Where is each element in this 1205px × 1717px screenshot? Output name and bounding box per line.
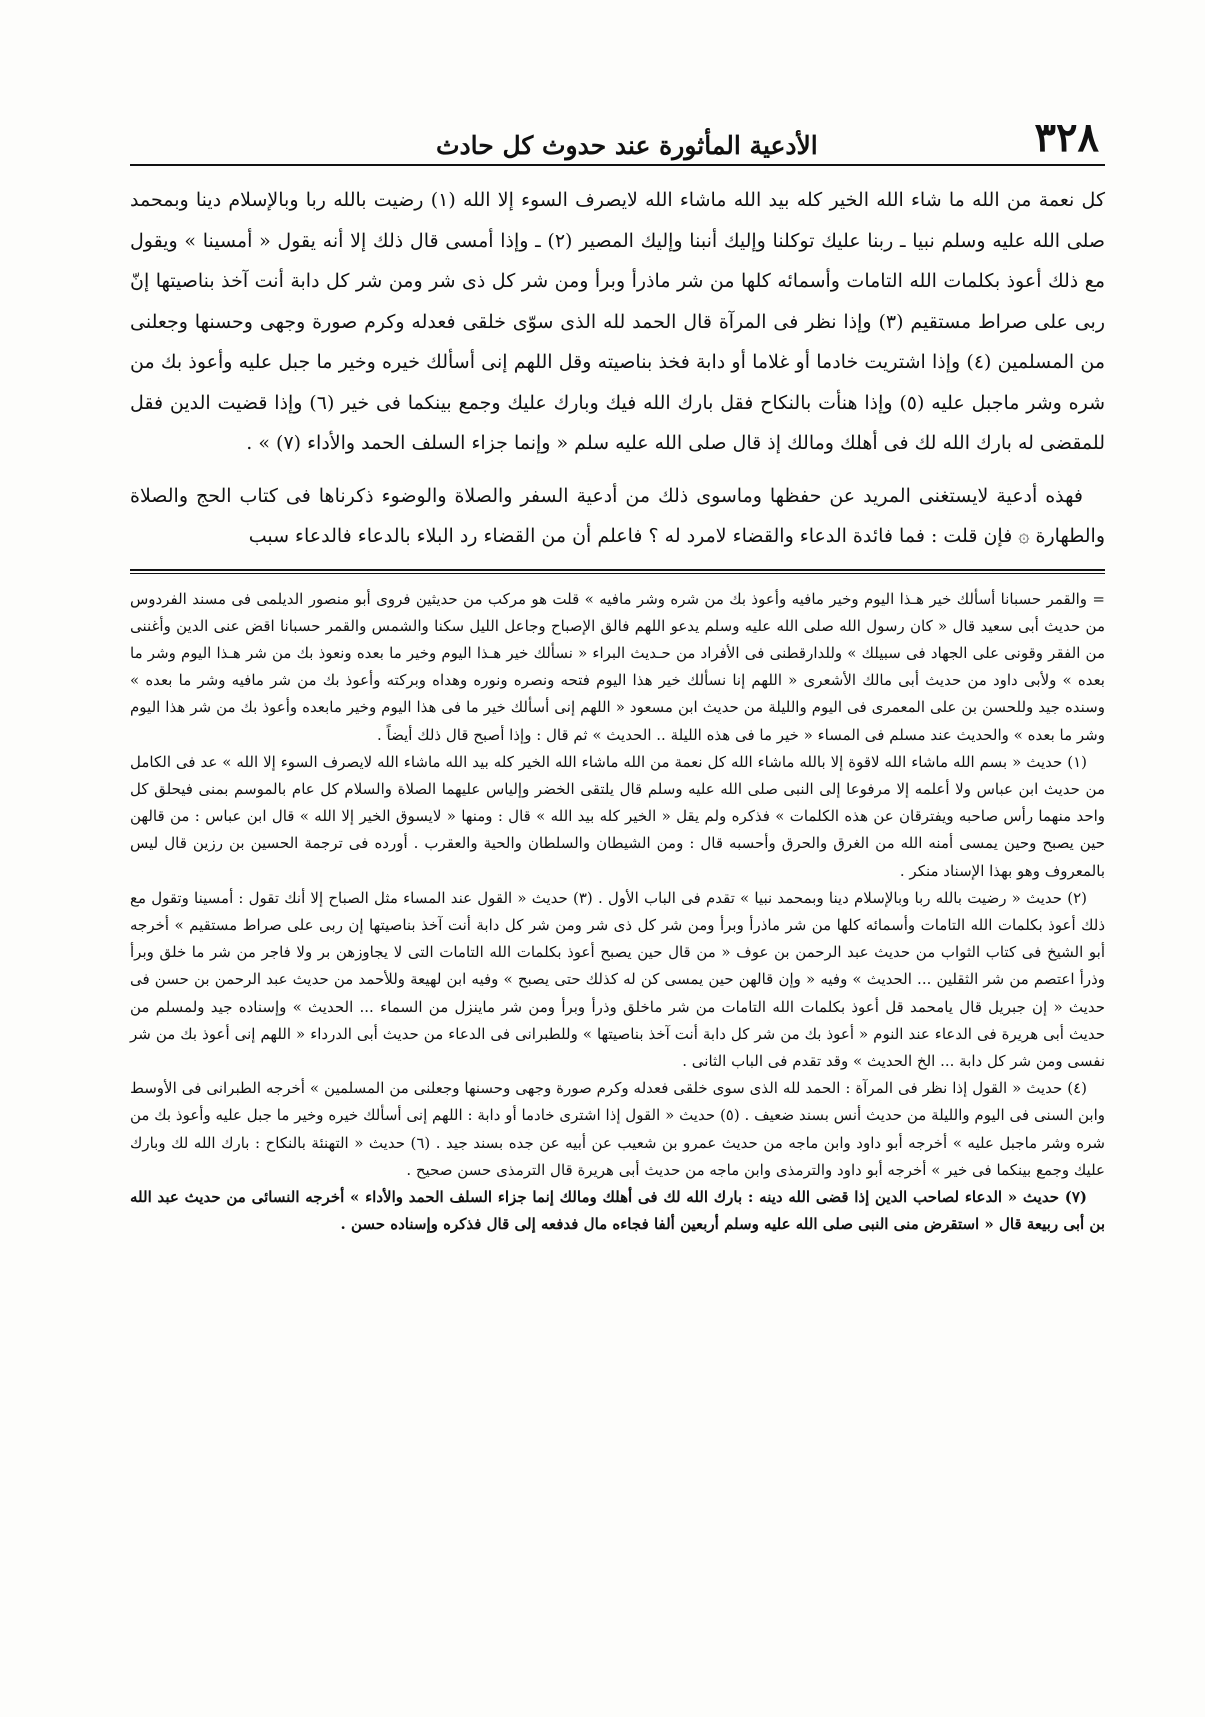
page-number: ٣٢٨ bbox=[1034, 114, 1099, 161]
footnote-separator-thin bbox=[130, 573, 1105, 574]
footnotes bbox=[130, 586, 1105, 1239]
footnote-separator bbox=[130, 569, 1105, 571]
page-header bbox=[130, 114, 1105, 164]
main-paragraph-2: فهذه أدعية لايستغنى المريد عن حفظها وماسوى ذلك من أدعية السفر والصلاة والوضوء ذكرناها فى كتاب الحج والصلاة والطهارة ۞ فإن قلت : فما فائدة الدعاء والقضاء لامرد له ؟ فاعلم أن من القضاء رد البلاء بالدعاء فالدعاء سبب bbox=[130, 484, 1105, 547]
main-paragraph-1: كل نعمة من الله ما شاء الله الخير كله بيد الله ماشاء الله لايصرف السوء إلا الله (١) رضيت بالله ربا وبالإسلام دينا وبمحمد صلى الله عليه وسلم نبيا ـ ربنا عليك توكلنا وإليك أنبنا وإليك المصير (٢) ـ وإذا أمسى قال ذلك إلا أنه يقول « أمسينا » ويقول مع ذلك أعوذ بكلمات الله التامات وأسمائه كلها من شر ماذرأ وبرأ ومن شر كل ذى شر ومن شر كل دابة أنت آخذ بناصيتها إنّ ربى على صراط مستقيم (٣) وإذا نظر فى المرآة قال الحمد لله الذى سوّى خلقى فعدله وكرم صورة وجهى وحسنها وجعلنى من المسلمين (٤) وإذا اشتريت خادما أو غلاما أو دابة فخذ بناصيته وقل اللهم إنى أسألك خيره وخير ما جبل عليه وأعوذ بك من شره وشر ماجبل عليه (٥) وإذا هنأت بالنكاح فقل بارك الله فيك وبارك عليك وجمع بينكما فى خير (٦) وإذا قضيت الدين فقل للمقضى له بارك الله لك فى أهلك ومالك إذ قال صلى الله عليه سلم « وإنما جزاء السلف الحمد والأداء (٧) » . bbox=[130, 189, 1105, 454]
footnote-2-3: (٢) حديث « رضيت بالله ربا وبالإسلام دينا وبمحمد نبيا » تقدم فى الباب الأول . (٣) حديث « القول عند المساء مثل الصباح إلا أنك تقول : أمسينا وتقول مع ذلك أعوذ بكلمات الله التامات وأسمائه كلها من شر ماذرأ وبرأ ومن شر كل ذى شر ومن شر كل دابة أنت آخذ بناصيتها إن ربى على صراط مستقيم » أخرجه أبو الشيخ فى كتاب الثواب من حديث عبد الرحمن بن عوف « من قال حين يصبح أعوذ بكلمات الله التامات التى لا يجاوزهن بر ولا فاجر من شر ما خلق وبرأ وذرأ اعتصم من شر الثقلين ... الحديث » وفيه « وإن قالهن حين يمسى كن له كذلك حتى يصبح » وفيه ابن لهيعة وللأحمد من حديث عبد الرحمن بن حسن فى حديث « إن جبريل قال يامحمد قل أعوذ بكلمات الله التامات من شر ماخلق وذرأ وبرأ ومن شر ماينزل من السماء ... الحديث » وإسناده جيد ولمسلم من حديث أبى هريرة فى الدعاء عند النوم « أعوذ بك من شر كل دابة أنت آخذ بناصيتها » وللطبرانى فى الدعاء من حديث أبى الدرداء « اللهم إنى أعوذ بك من شر نفسى ومن شر كل دابة ... الخ الحديث » وقد تقدم فى الباب الثانى . bbox=[130, 888, 1105, 1070]
footnote-4-5-6: (٤) حديث « القول إذا نظر فى المرآة : الحمد لله الذى سوى خلقى فعدله وكرم صورة وجهى وحسنها وجعلنى من المسلمين » أخرجه الطبرانى فى الأوسط وابن السنى فى اليوم والليلة من حديث أنس بسند ضعيف . (٥) حديث « القول إذا اشترى خادما أو دابة : اللهم إنى أسألك خيره وخير ما جبل عليه وأعوذ بك من شره وشر ماجبل عليه » أخرجه أبو داود وابن ماجه من حديث عمرو بن شعيب عن أبيه عن جده بسند جيد . (٦) حديث « التهنئة بالنكاح : بارك الله لك وبارك عليك وجمع بينكما فى خير » أخرجه أبو داود والترمذى وابن ماجه من حديث أبى هريرة قال الترمذى حسن صحيح . bbox=[130, 1079, 1105, 1179]
footnote-1: (١) حديث « بسم الله ماشاء الله لاقوة إلا بالله ماشاء الله كل نعمة من الله ماشاء الله الخير كله بيد الله ماشاء الله لايصرف السوء إلا الله » عد فى الكامل من حديث ابن عباس ولا أعلمه إلا مرفوعا إلى النبى صلى الله عليه وسلم قال يلتقى الخضر وإلياس عليهما الصلاة والسلام كل عام بالموسم بمنى فيحلق كل واحد منهما رأس صاحبه ويفترقان عن هذه الكلمات » فذكره ولم يقل « الخير كله بيد الله » قال : ومنها « لايسوق الخير إلا الله » قال ابن عباس : من قالهن حين يصبح وحين يمسى أمنه الله من الغرق والحرق وأحسبه قال : ومن الشيطان والسلطان والحية والعقرب . أورده فى ترجمة الحسين بن رزين قال ليس بالمعروف وهو بهذا الإسناد منكر . bbox=[130, 752, 1105, 880]
footnote-continuation: = والقمر حسبانا أسألك خير هـذا اليوم وخير مافيه وأعوذ بك من شره وشر مافيه » قلت هو مركب من حديثين فروى أبو منصور الديلمى فى مسند الفردوس من حديث أبى سعيد قال « كان رسول الله صلى الله عليه وسلم يدعو اللهم فالق الإصباح وجاعل الليل سكنا والشمس والقمر حسبانا اقض عنى الدين وأغننى من الفقر وقونى على الجهاد فى سبيلك » وللدارقطنى فى الأفراد من حـديث البراء « نسألك خير هـذا اليوم وخير ما بعده ونعوذ بك من شر هـذا اليوم وشر ما بعده » ولأبى داود من حديث أبى مالك الأشعرى « اللهم إنا نسألك خير هذا اليوم فتحه ونصره ونوره وهداه وبركته وأعوذ بك من شر مافيه وشر ما بعده » وسنده جيد وللحسن بن على المعمرى فى اليوم والليلة من حديث ابن مسعود « اللهم إنى أسألك خير ما فى هذا اليوم وخير مابعده وأعوذ بك من شر هذا اليوم وشر ما بعده » والحديث عند مسلم فى المساء « خير ما فى هذه الليلة .. الحديث » ثم قال : وإذا أصبح قال ذلك أيضاً . bbox=[130, 589, 1105, 744]
header-rule bbox=[130, 164, 1105, 166]
footnote-7: (٧) حديث « الدعاء لصاحب الدين إذا قضى الله دينه : بارك الله لك فى أهلك ومالك إنما جزاء السلف الحمد والأداء » أخرجه النسائى من حديث عبد الله بن أبى ربيعة قال « استقرض منى النبى صلى الله عليه وسلم أربعين ألفا فجاءه مال فدفعه إلى قال فذكره وإسناده حسن . bbox=[130, 1187, 1105, 1234]
running-title: الأدعية المأثورة عند حدوث كل حادث bbox=[436, 131, 818, 160]
main-text bbox=[130, 180, 1105, 557]
